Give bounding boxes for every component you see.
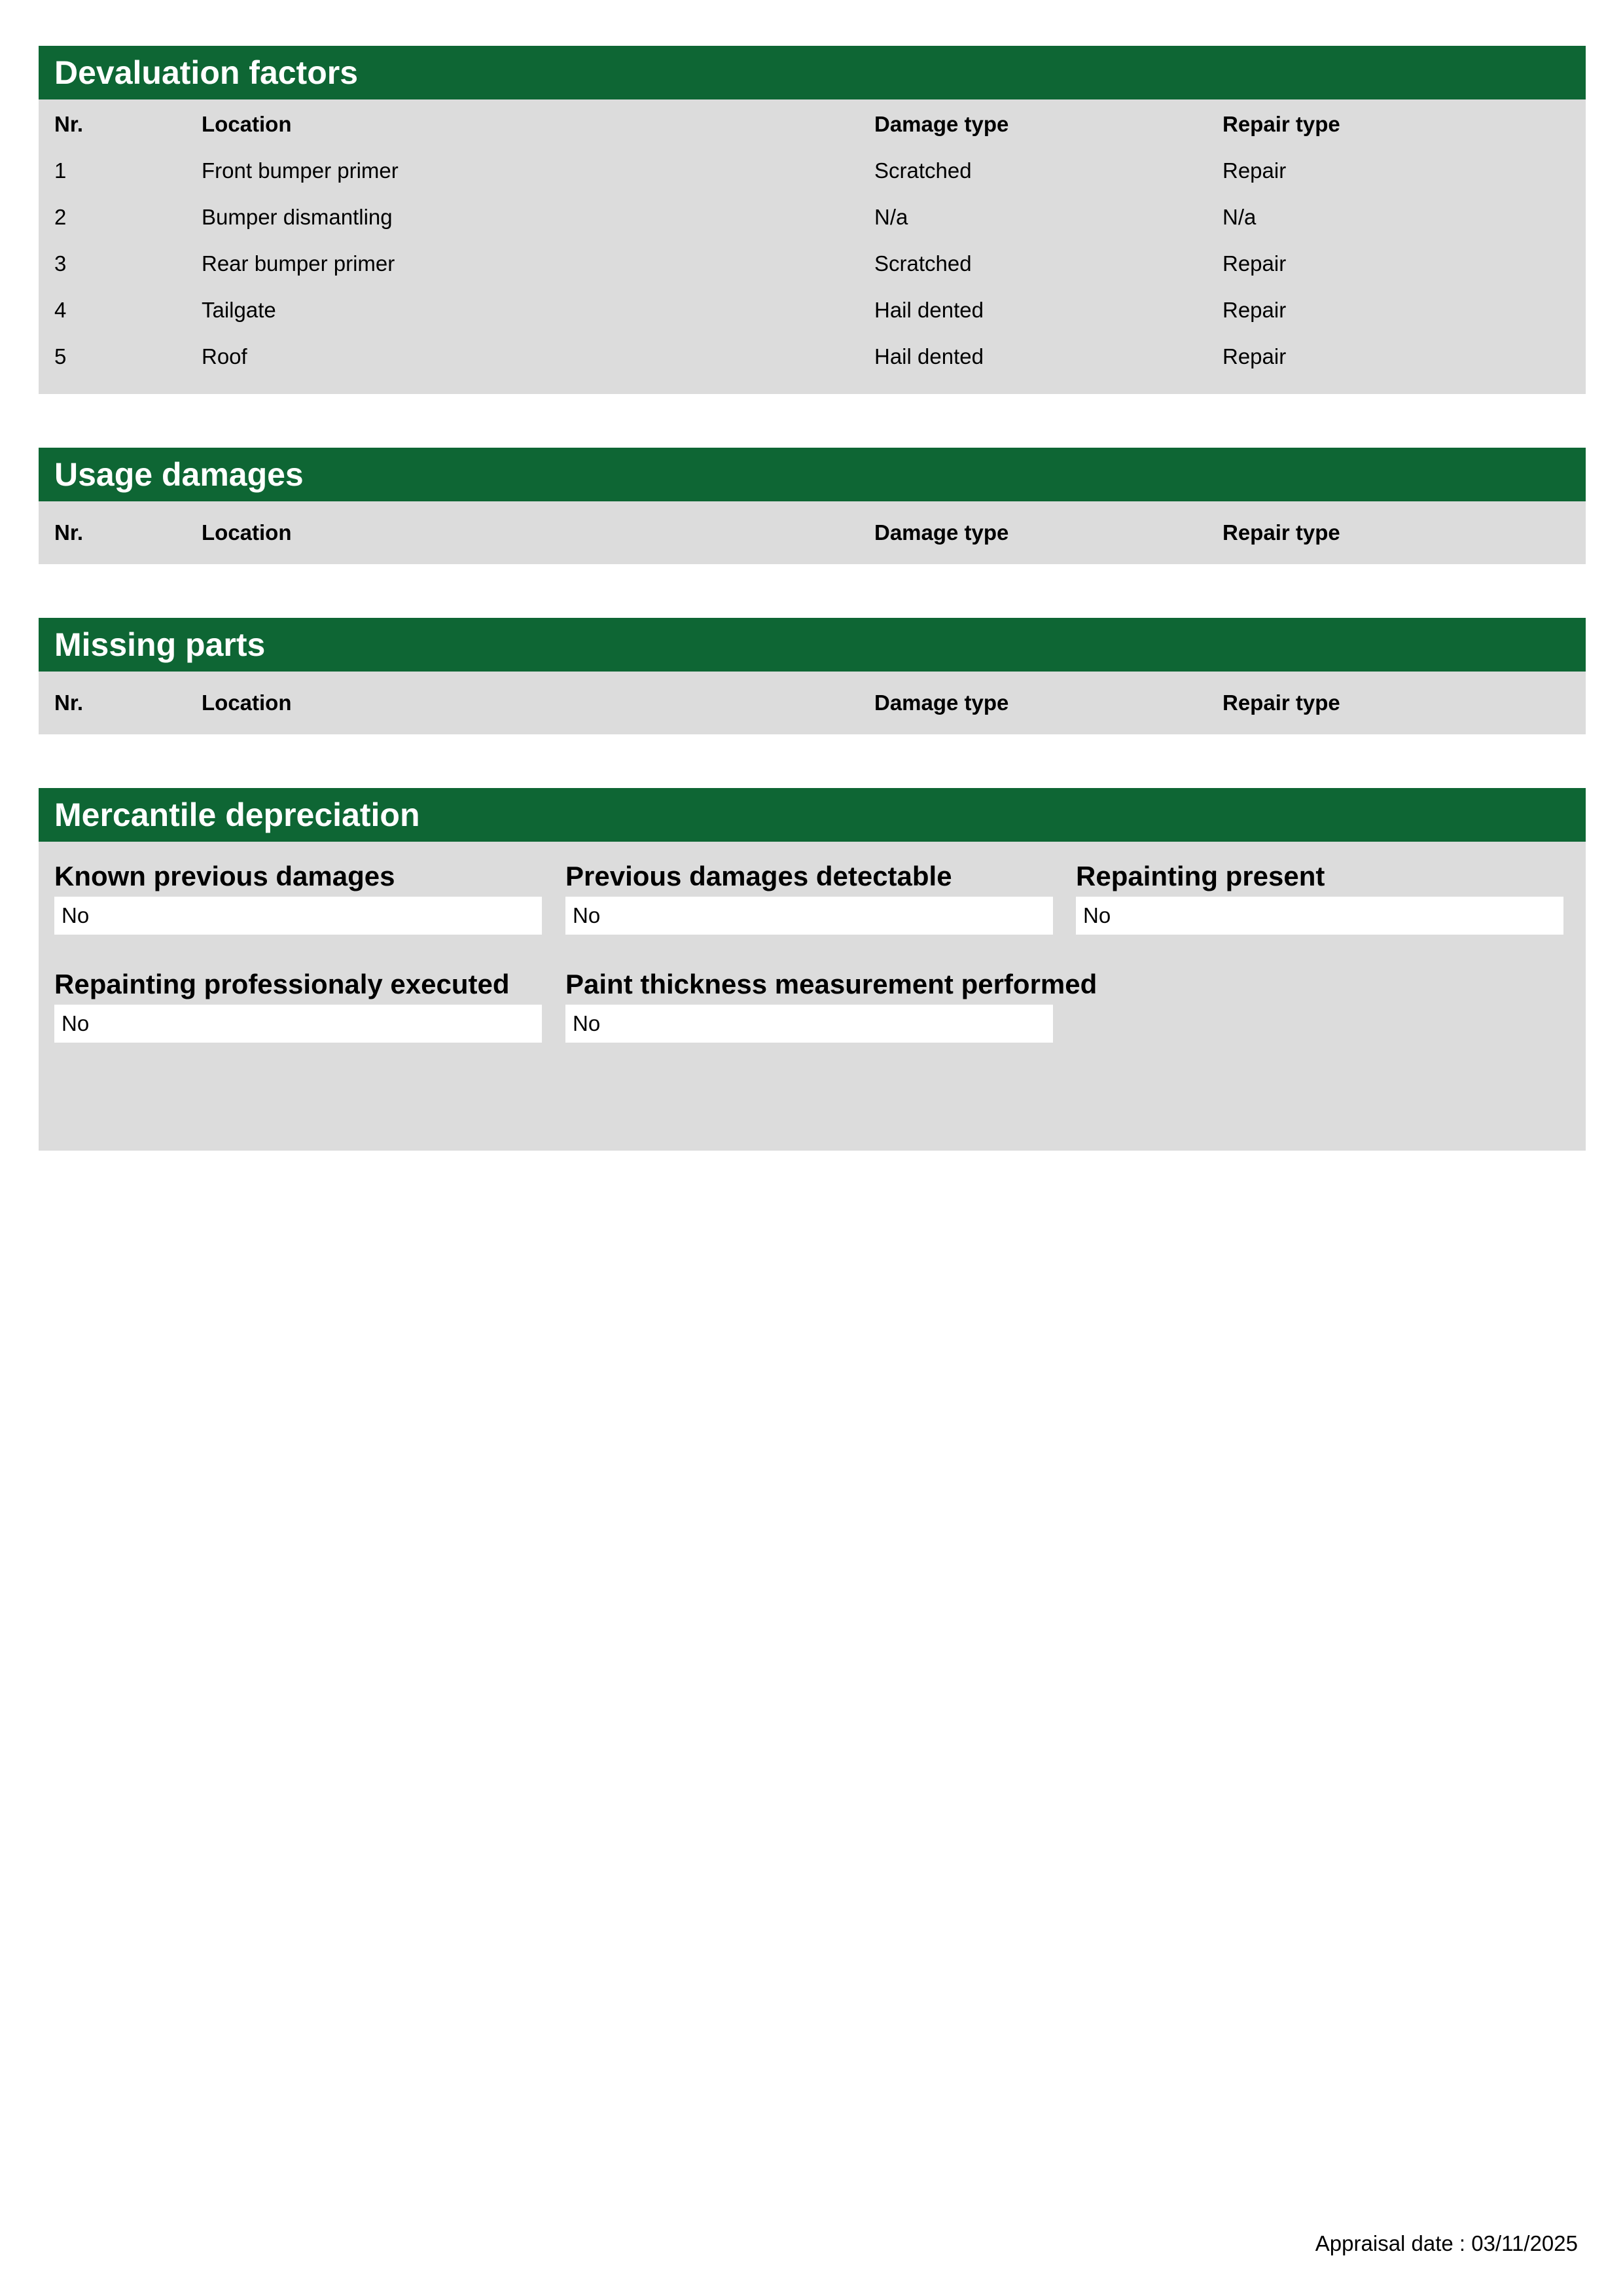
repainting-professionaly-executed-field [54,968,542,1043]
column-header-damage-type: Damage type [874,691,1009,715]
table-row [39,147,1586,194]
missing-parts-section [39,618,1586,734]
row-nr: 4 [54,298,67,322]
table-row [39,194,1586,240]
row-repair-type: Repair [1222,344,1287,368]
column-header-damage-type: Damage type [874,112,1009,136]
mercantile-depreciation-title: Mercantile depreciation [39,788,1586,842]
column-header-location: Location [202,691,292,715]
table-row [39,287,1586,333]
column-header-nr: Nr. [54,520,84,545]
table-header-row [39,101,1586,147]
table-header-row [39,509,1586,556]
column-header-location: Location [202,112,292,136]
table-row [39,240,1586,287]
mercantile-fields [39,842,1586,1151]
row-repair-type: Repair [1222,298,1287,322]
row-nr: 3 [54,251,67,276]
column-header-damage-type: Damage type [874,520,1009,545]
column-header-nr: Nr. [54,112,84,136]
row-location: Bumper dismantling [202,205,393,229]
repainting-present-field [1076,860,1563,935]
mercantile-depreciation-section [39,788,1586,1151]
field-label: Previous damages detectable [565,861,952,891]
row-location: Front bumper primer [202,158,399,183]
row-damage-type: Hail dented [874,298,984,322]
row-damage-type: N/a [874,205,908,229]
column-header-nr: Nr. [54,691,84,715]
row-repair-type: N/a [1222,205,1257,229]
row-repair-type: Repair [1222,158,1287,183]
field-value: No [54,897,542,935]
field-value: No [565,897,1053,935]
row-nr: 2 [54,205,67,229]
row-nr: 5 [54,344,67,368]
row-damage-type: Hail dented [874,344,984,368]
paint-thickness-measurement-field [565,968,1097,1043]
table-header-row [39,679,1586,726]
devaluation-factors-title: Devaluation factors [39,46,1586,99]
field-label: Repainting professionaly executed [54,969,510,999]
field-value: No [565,1005,1053,1043]
usage-damages-title: Usage damages [39,448,1586,501]
appraisal-date: Appraisal date : 03/11/2025 [1315,2231,1578,2255]
row-location: Tailgate [202,298,276,322]
usage-damages-section [39,448,1586,564]
column-header-repair-type: Repair type [1222,520,1340,545]
field-label: Known previous damages [54,861,395,891]
known-previous-damages-field [54,860,542,935]
row-nr: 1 [54,158,67,183]
previous-damages-detectable-field [565,860,1053,935]
field-value: No [54,1005,542,1043]
row-damage-type: Scratched [874,251,972,276]
row-repair-type: Repair [1222,251,1287,276]
field-value: No [1076,897,1563,935]
column-header-repair-type: Repair type [1222,112,1340,136]
field-label: Repainting present [1076,861,1325,891]
field-label: Paint thickness measurement performed [565,969,1097,999]
row-location: Rear bumper primer [202,251,395,276]
missing-parts-title: Missing parts [39,618,1586,672]
table-row [39,333,1586,380]
column-header-repair-type: Repair type [1222,691,1340,715]
devaluation-factors-section [39,46,1586,394]
row-damage-type: Scratched [874,158,972,183]
row-location: Roof [202,344,247,368]
column-header-location: Location [202,520,292,545]
